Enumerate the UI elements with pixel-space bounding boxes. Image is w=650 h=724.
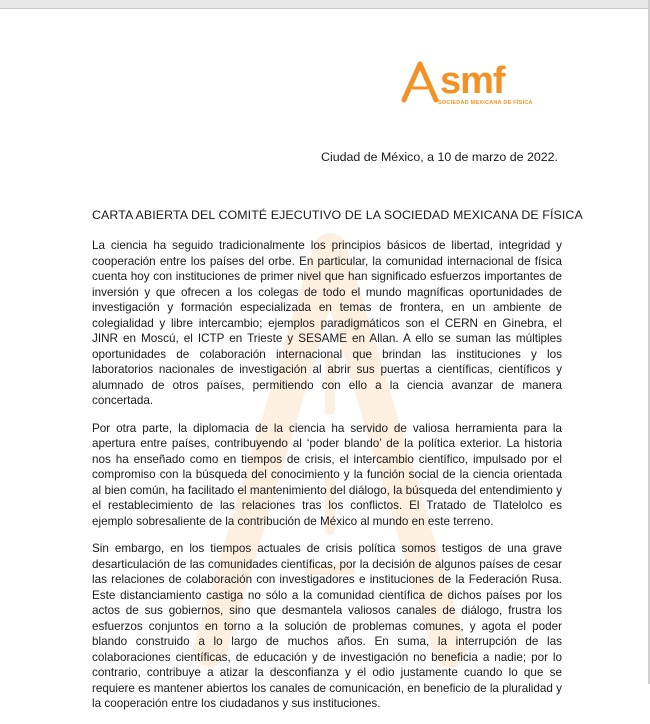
smf-logo [398,60,538,112]
smf-logo-icon [398,60,442,104]
letter-dateline: Ciudad de México, a 10 de marzo de 2022. [321,150,558,164]
smf-wordmark: smf [440,60,505,102]
letter-paragraph-1: La ciencia ha seguido tradicionalmente los principios básicos de libertad, integridad y cooperación entre los países del orbe. En particular, la comunidad internacional de física cuenta hoy con instituciones de primer nivel que han significado esfuerzos importantes de inversión y que ofrecen a los colegas de todo el mundo magníficas oportunidades de investigación y formación especializada en temas de frontera, en un ambiente de colegialidad y libre intercambio; ejemplos paradigmáticos son el CERN en Ginebra, el JINR en Moscú, el ICTP en Trieste y SESAME en Allan. A ello se suman las múltiples oportunidades de colaboración internacional que brindan las instituciones y los laboratorios nacionales de investigación al abrir sus puertas a científicas, científicos y alumnado de otros países, permitiendo con ello a la ciencia avanzar de manera concertada. [92,239,562,407]
smf-subtitle: SOCIEDAD MEXICANA DE FÍSICA [438,100,533,106]
letter-body [92,238,562,724]
letter-paragraph-3: Sin embargo, en los tiempos actuales de crisis política somos testigos de una grave desarticulación de las comunidades científicas, por la decisión de algunos países de cesar las relaciones de colaboración con investigadores e instituciones de la Federación Rusa. Este distanciamiento castiga no sólo a la comunidad científica de dichos países por los actos de sus gobiernos, sino que desmantela valiosos canales de diálogo, frustra los esfuerzos conjuntos en torno a la solución de problemas comunes, y agota el poder blando construido a lo largo de muchos años. En suma, la interrupción de las colaboraciones científicas, de educación y de investigación no beneficia a nadie; por lo contrario, contribuye a atizar la desconfianza y el odio justamente cuando lo que se requiere es mantener abiertos los canales de comunicación, en beneficio de la pluralidad y la cooperación entre los ciudadanos y sus instituciones. [92,542,562,710]
letter-paragraph-2: Por otra parte, la diplomacia de la ciencia ha servido de valiosa herramienta para la apertura entre países, contribuyendo al ‘poder blando’ de la política exterior. La historia nos ha enseñado como en tiempos de crisis, el intercambio científico, impulsado por el compromiso con la búsqueda del conocimiento y la función social de la ciencia orientada al bien común, ha facilitado el mantenimiento del diálogo, la búsqueda del entendimiento y el restablecimiento de las relaciones tras los conflictos. El Tratado de Tlatelolco es ejemplo sobresaliente de la contribución de México al mundo en este terreno. [92,421,562,528]
letter-heading: CARTA ABIERTA DEL COMITÉ EJECUTIVO DE LA SOCIEDAD MEXICANA DE FÍSICA [92,208,583,222]
viewer-top-bar [0,0,650,9]
